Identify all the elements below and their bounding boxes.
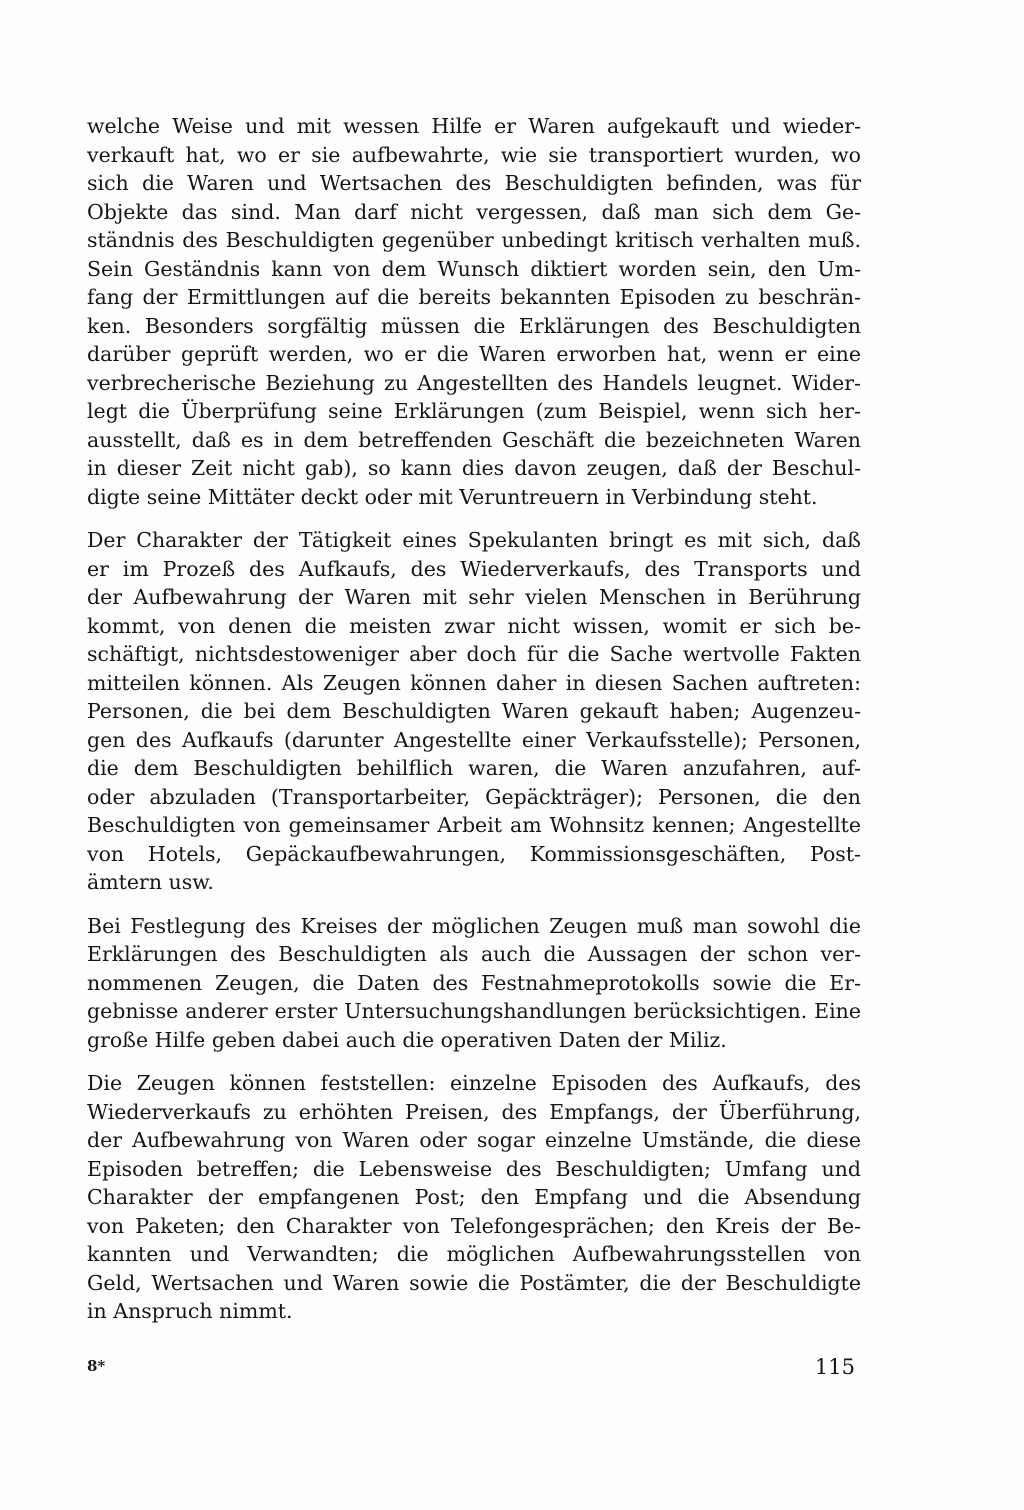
text-line: ständnis des Beschuldigten gegenüber unbedingt kritisch verhalten muß. <box>87 228 861 252</box>
text-line: er im Prozeß des Aufkaufs, des Wiederverkaufs, des Transports und <box>87 556 861 581</box>
text-line: Bei Festlegung des Kreises der möglichen Zeugen muß man sowohl die <box>87 913 861 938</box>
text-line: Charakter der empfangenen Post; den Empfang und die Absendung <box>87 1185 861 1209</box>
text-line: Geld, Wertsachen und Waren sowie die Postämter, die der Beschuldigte <box>87 1270 861 1295</box>
paragraph-1 <box>87 112 861 511</box>
text-line: darüber geprüft werden, wo er die Waren erworben hat, wenn er eine <box>87 342 861 366</box>
text-line: die dem Beschuldigten behilflich waren, die Waren anzufahren, auf- <box>87 756 861 780</box>
paragraph-2 <box>87 526 861 897</box>
text-line: welche Weise und mit wessen Hilfe er Waren aufgekauft und wieder- <box>87 114 861 138</box>
text-line: in Anspruch nimmt. <box>87 1299 293 1323</box>
text-line: verkauft hat, wo er sie aufbewahrte, wie sie transportiert wurden, wo <box>87 142 861 167</box>
text-line: Episoden betreffen; die Lebensweise des Beschuldigten; Umfang und <box>87 1156 861 1181</box>
text-line: nommenen Zeugen, die Daten des Festnahmeprotokolls sowie die Er- <box>87 970 861 995</box>
text-line: Wiederverkaufs zu erhöhten Preisen, des Empfangs, der Überführung, <box>87 1099 861 1124</box>
text-line: Personen, die bei dem Beschuldigten Waren gekauft haben; Augenzeu- <box>87 699 861 723</box>
text-line: der Aufbewahrung der Waren mit sehr vielen Menschen in Berührung <box>87 585 861 609</box>
text-line: schäftigt, nichtsdestoweniger aber doch für die Sache wertvolle Fakten <box>87 642 861 666</box>
text-line: verbrecherische Beziehung zu Angestellten des Handels leugnet. Wider- <box>87 370 861 395</box>
text-line: gebnisse anderer erster Untersuchungshandlungen berücksichtigen. Eine <box>87 999 861 1023</box>
text-line: Objekte das sind. Man darf nicht vergessen, daß man sich dem Ge- <box>87 199 861 224</box>
body-text <box>87 112 861 1326</box>
text-line: Die Zeugen können feststellen: einzelne Episoden des Aufkaufs, des <box>87 1071 861 1095</box>
text-line: oder abzuladen (Transportarbeiter, Gepäckträger); Personen, die den <box>87 784 861 809</box>
text-line: Der Charakter der Tätigkeit eines Spekulanten bringt es mit sich, daß <box>87 528 861 552</box>
text-line: von Paketen; den Charakter von Telefongesprächen; den Kreis der Be- <box>87 1213 861 1238</box>
paragraph-3 <box>87 912 861 1055</box>
page-number: 115 <box>814 1355 855 1379</box>
text-line: in dieser Zeit nicht gab), so kann dies davon zeugen, daß der Beschul- <box>87 456 861 480</box>
text-line: sich die Waren und Wertsachen des Beschuldigten befinden, was für <box>87 171 861 195</box>
text-line: gen des Aufkaufs (darunter Angestellte einer Verkaufsstelle); Personen, <box>87 727 861 752</box>
signature-mark: 8* <box>87 1357 106 1375</box>
text-line: legt die Überprüfung seine Erklärungen (zum Beispiel, wenn sich her- <box>87 399 861 423</box>
page-footer <box>87 1355 861 1385</box>
text-line: mitteilen können. Als Zeugen können daher in diesen Sachen auftreten: <box>87 670 861 695</box>
text-line: Beschuldigten von gemeinsamer Arbeit am Wohnsitz kennen; Angestellte <box>87 813 861 837</box>
paragraph-4 <box>87 1069 861 1326</box>
text-line: der Aufbewahrung von Waren oder sogar einzelne Umstände, die diese <box>87 1128 861 1152</box>
text-line: ämtern usw. <box>87 870 214 894</box>
text-line: Sein Geständnis kann von dem Wunsch diktiert worden sein, den Um- <box>87 256 861 281</box>
text-line: ken. Besonders sorgfältig müssen die Erklärungen des Beschuldigten <box>87 313 861 338</box>
text-line: ausstellt, daß es in dem betreffenden Geschäft die bezeichneten Waren <box>87 427 861 452</box>
text-line: fang der Ermittlungen auf die bereits bekannten Episoden zu beschrän- <box>87 285 861 309</box>
text-line: Erklärungen des Beschuldigten als auch die Aussagen der schon ver- <box>87 942 861 966</box>
text-line: digte seine Mittäter deckt oder mit Veruntreuern in Verbindung steht. <box>87 484 818 509</box>
text-line: große Hilfe geben dabei auch die operativen Daten der Miliz. <box>87 1027 727 1052</box>
text-line: von Hotels, Gepäckaufbewahrungen, Kommissionsgeschäften, Post- <box>87 841 861 866</box>
text-line: kommt, von denen die meisten zwar nicht wissen, womit er sich be- <box>87 613 861 638</box>
text-line: kannten und Verwandten; die möglichen Aufbewahrungsstellen von <box>87 1242 861 1266</box>
